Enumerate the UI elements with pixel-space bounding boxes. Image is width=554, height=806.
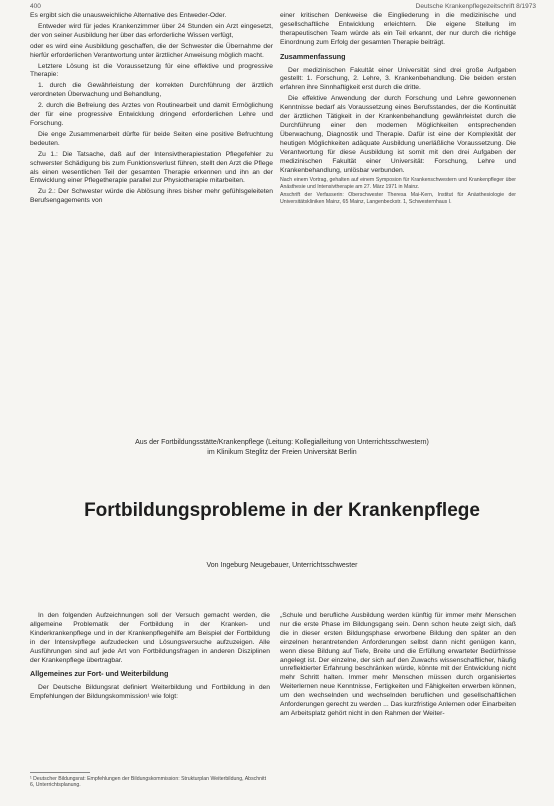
quote-paragraph: „Schule und berufliche Ausbildung werden künftig für immer mehr Menschen nur die erste Phase im Bildungsgang sein. Denn schon heute zeigt sich, daß die in dieser ersten Bildungsphase erworbene Bildung den später an den einzelnen herantretenden Anforderungen selbst dann nicht genügen kann, wenn diese Bildung auf Tiefe, Breite und die Erfüllung erwarteter Bedürfnisse angelegt ist. Der einzelne, der sich auf den Zuwachs wissenschaftlicher, häufig unreflektierter Erfahrung beschränken würde, könnte mit der Entwicklung nicht mehr Schritt halten. Immer mehr Menschen müssen durch organisiertes Weiterlernen neue Kenntnisse, Fertigkeiten und Fähigkeiten erwerben können, um den wechselnden und wechselnden beruflichen und gesellschaftlichen Anforderungen gerecht zu werden ... Das kurzfristige Anlernen oder Einarbeiten am Arbeitsplatz gehört nicht in den Rahmen der Weiter- (280, 612, 516, 717)
institution-note (40, 438, 524, 457)
bottom-right-column (280, 612, 516, 721)
paragraph: Die effektive Anwendung der durch Forschung und Lehre gewonnenen Kenntnisse bedarf als Voraussetzung eines Berufsstandes, der die Kontinuität der ärztlichen Tätigkeit in der Krankenbehandlung gewährleistet durch die Durchführung einer den modernen Möglichkeiten entsprechenden Überwachung, Diagnostik und Therapie. Dafür ist eine der Komplexität der heutigen Möglichkeiten adäquate Ausbildung unerläßliche Voraussetzung. Die Verantwortung für diese Ausbildung ist somit mit den drei Aufgaben der medizinischen Fakultät einer Universität: Forschung, Lehre und Krankenbehandlung, unlösbar verbunden. (280, 95, 516, 174)
paragraph: Zu 2.: Der Schwester würde die Ablösung ihres bisher mehr gefühlsgeleiteten Berufsengagements von (30, 188, 273, 205)
paragraph: 2. durch die Befreiung des Arztes von Routinearbeit und damit Ermöglichung der für eine progressive Entwicklung dringend erforderlichen Lehre und Forschung. (30, 102, 273, 127)
footnote-text: Nach einem Vortrag, gehalten auf einem Symposion für Krankenschwestern und Krankenpfleger über Anästhesie und Intensivtherapie am 27. März 1971 in Mainz. (280, 177, 516, 190)
page-number: 400 (30, 3, 41, 10)
paragraph: 1. durch die Gewährleistung der korrekten Durchführung der ärztlich verordneten Überwachung und Behandlung, (30, 82, 273, 99)
bottom-left-column (30, 612, 270, 704)
institution-line: im Klinikum Steglitz der Freien Universität Berlin (207, 448, 357, 456)
paragraph: oder es wird eine Ausbildung geschaffen, die der Schwester die Übernahme der hierfür erforderlichen Verantwortung unter ärztlicher Anweisung möglich macht. (30, 42, 273, 59)
top-right-column (280, 12, 516, 207)
article-title: Fortbildungsprobleme in der Krankenpflege (84, 500, 480, 521)
paragraph: Der Deutsche Bildungsrat definiert Weiterbildung und Fortbildung in den Empfehlungen der Bildungskommission¹ wie folgt: (30, 684, 270, 701)
paragraph: Es ergibt sich die unausweichliche Alternative des Entweder-Oder. (30, 12, 227, 19)
paragraph: In den folgenden Aufzeichnungen soll der Versuch gemacht werden, die allgemeine Problematik der Fortbildung in der Kranken- und Kinderkrankenpflege und in der Krankenpflegehilfe am Beispiel der Fortbildung in der Intensivpflege aufzudecken und Lösungsversuche aufzuzeigen. Alle Ausführungen sind auf jede Art von Fortbildungsfragen in anderen Disziplinen der Krankenpflege übertragbar. (30, 612, 270, 664)
footnote: ¹ Deutscher Bildungsrat: Empfehlungen der Bildungskommission: Strukturplan Weiterbildung, Abschnitt 6, Unterrichtsplanung. (30, 776, 267, 789)
paragraph: Zu 1.: Die Tatsache, daß auf der Intensivtherapiestation Pflegefehler zu schwerster Schädigung bis zum Funktionsverlust führen, stellt den Arzt die Pflege als einen wesentlichen Teil der gesamten Therapie erkennen und ihn an der Entwicklung einer Pflegetherapie parallel zur Physiotherapie mitarbeiten. (30, 150, 273, 185)
institution-line: Aus der Fortbildungsstätte/Krankenpflege (Leitung: Kollegialleitung von Unterrichtsschwestern) (135, 439, 429, 446)
paragraph: Entweder wird für jedes Krankenzimmer über 24 Stunden ein Arzt eingesetzt, der von seiner Ausbildung her über das erforderliche Wissen verfügt, (30, 22, 273, 39)
footnote-rule (30, 772, 90, 773)
paragraph: Der medizinischen Fakultät einer Universität sind drei große Aufgaben gestellt: 1. Forschung, 2. Lehre, 3. Krankenbehandlung. Die beiden ersten erfahren ihre Sinnhaftigkeit erst durch die dritte. (280, 66, 516, 92)
author-address: Anschrift der Verfasserin: Oberschwester Theresa Mai-Kern, Institut für Anästhesiologie der Universitätskliniken Mainz, 65 Mainz, Langenbeckstr. 1, Schwesternhaus I. (280, 192, 516, 205)
paragraph: einer kritischen Denkweise die Eingliederung in die medizinische und gesellschaftliche Entwicklung erleichtern. Die eigene Stellung im therapeutischen Team würde als ein Teil erkannt, der nur durch die richtige Einordnung zum Erfolg der gesamten Therapie beiträgt. (280, 12, 516, 46)
paragraph: Die enge Zusammenarbeit dürfte für beide Seiten eine positive Befruchtung bedeuten. (30, 130, 273, 147)
paragraph: Letztere Lösung ist die Voraussetzung für eine effektive und progressive Therapie: (30, 62, 273, 79)
article-byline: Von Ingeburg Neugebauer, Unterrichtsschwester (206, 562, 358, 569)
section-heading: Zusammenfassung (280, 51, 346, 61)
section-heading: Allgemeines zur Fort- und Weiterbildung (30, 669, 169, 679)
top-left-column (30, 12, 273, 208)
journal-header: Deutsche Krankenpflegezeitschrift 8/1973 (415, 3, 536, 10)
